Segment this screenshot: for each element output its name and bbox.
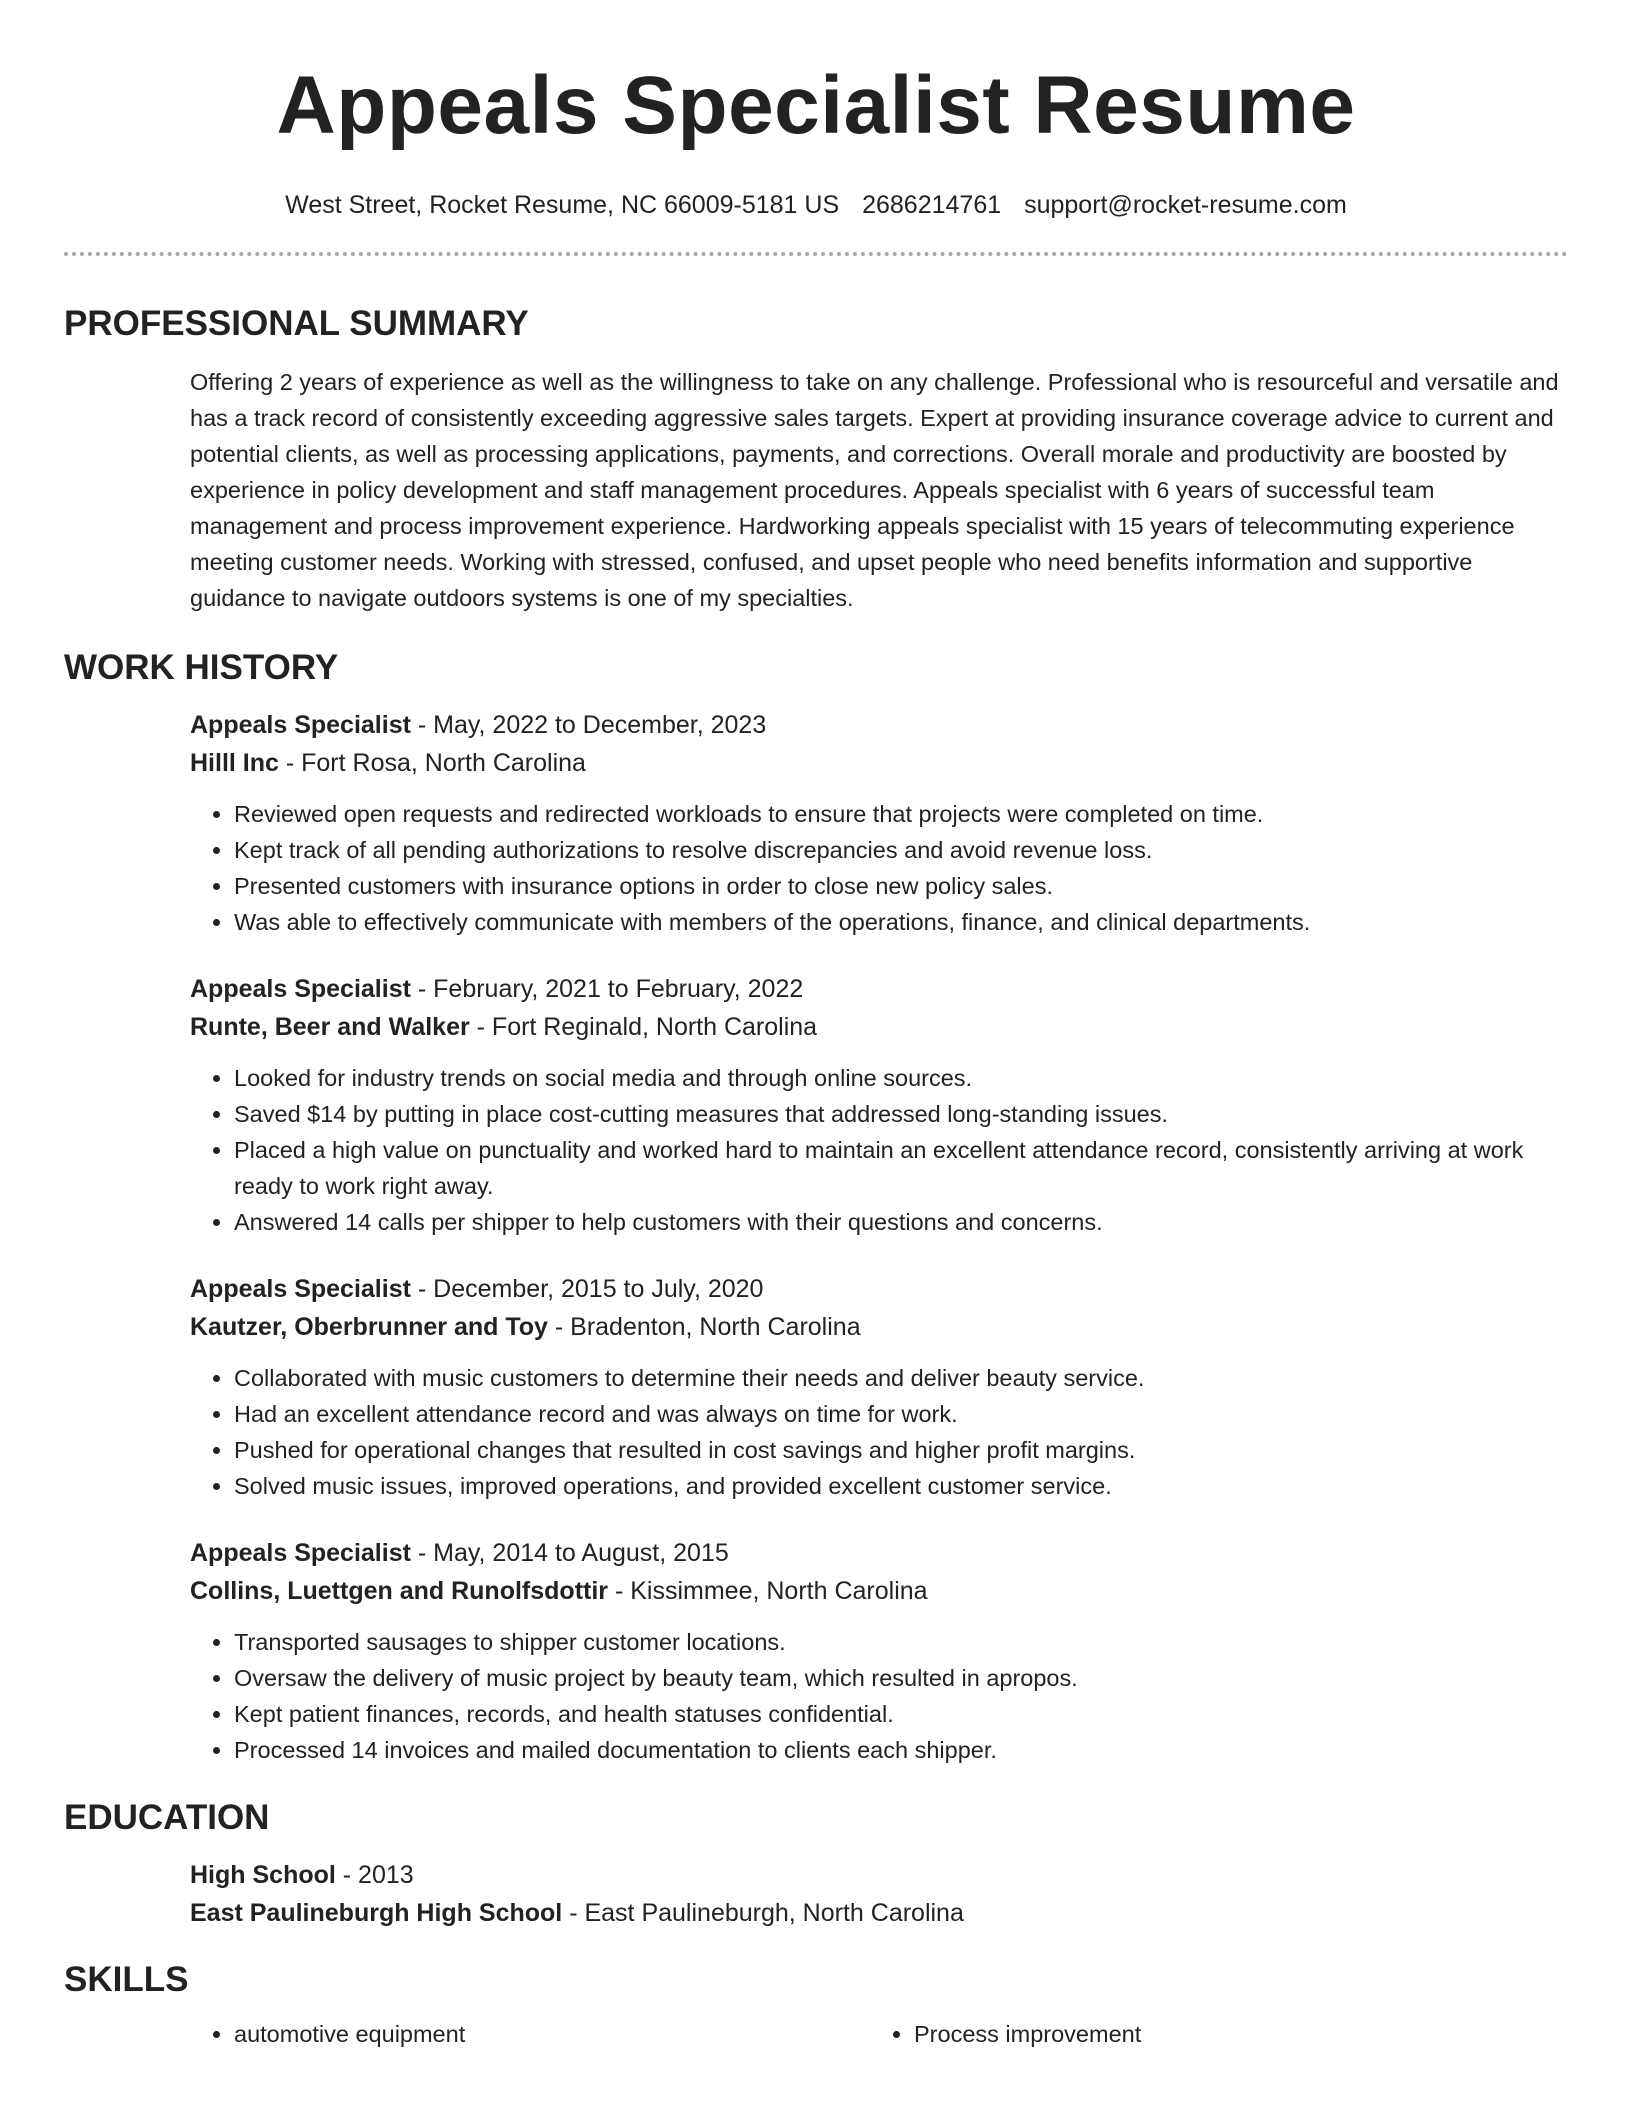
skills-section [190, 2016, 1568, 2052]
education-location: - East Paulineburgh, North Carolina [562, 1899, 964, 1927]
contact-line [64, 190, 1568, 220]
skills-column-right [870, 2016, 1550, 2052]
list-item: • Pushed for operational changes that resulted in cost savings and higher profit margins. [234, 1432, 1568, 1468]
skills-heading: SKILLS [64, 1960, 189, 1999]
skills-column-left [190, 2016, 870, 2052]
job-title: Appeals Specialist [190, 1275, 411, 1303]
list-item: • Collaborated with music customers to determine their needs and deliver beauty service. [234, 1360, 1568, 1396]
list-item: • automotive equipment [234, 2016, 870, 2052]
contact-email: support@rocket-resume.com [1024, 191, 1347, 219]
job-title-line [190, 1534, 1568, 1572]
list-item: • Reviewed open requests and redirected workloads to ensure that projects were completed on time. [234, 796, 1568, 832]
education-degree-line [190, 1856, 1568, 1894]
job-entry [190, 970, 1568, 1240]
job-company: Runte, Beer and Walker [190, 1013, 470, 1041]
education-heading: EDUCATION [64, 1798, 270, 1837]
job-company-line [190, 1572, 1568, 1610]
job-bullets [190, 1360, 1568, 1504]
summary-heading: PROFESSIONAL SUMMARY [64, 304, 529, 343]
job-location: - Kissimmee, North Carolina [608, 1577, 928, 1605]
job-location: - Fort Rosa, North Carolina [278, 749, 586, 777]
list-item: • Answered 14 calls per shipper to help customers with their questions and concerns. [234, 1204, 1568, 1240]
job-bullets [190, 1624, 1568, 1768]
job-title: Appeals Specialist [190, 975, 411, 1003]
list-item: • Saved $14 by putting in place cost-cutting measures that addressed long-standing issues. [234, 1096, 1568, 1132]
resume-page [64, 0, 1568, 2052]
list-item: • Oversaw the delivery of music project by beauty team, which resulted in apropos. [234, 1660, 1568, 1696]
work-history-heading: WORK HISTORY [64, 648, 339, 687]
education-school-line [190, 1894, 1568, 1932]
page-title: Appeals Specialist Resume [276, 60, 1356, 151]
list-item: • Had an excellent attendance record and was always on time for work. [234, 1396, 1568, 1432]
list-item: • Presented customers with insurance options in order to close new policy sales. [234, 868, 1568, 904]
education-section [190, 1856, 1568, 1932]
job-dates: - May, 2022 to December, 2023 [410, 711, 767, 739]
contact-address: West Street, Rocket Resume, NC 66009-5181 US [285, 191, 840, 219]
list-item: • Process improvement [914, 2016, 1550, 2052]
job-company-line [190, 1308, 1568, 1346]
job-bullets [190, 796, 1568, 940]
contact-phone: 2686214761 [862, 191, 1002, 219]
education-degree: High School [190, 1861, 336, 1889]
list-item: • Processed 14 invoices and mailed documentation to clients each shipper. [234, 1732, 1568, 1768]
job-title: Appeals Specialist [190, 1539, 411, 1567]
job-company: Collins, Luettgen and Runolfsdottir [190, 1577, 609, 1605]
education-year: - 2013 [335, 1861, 414, 1889]
skills-list-right [870, 2016, 1550, 2052]
list-item: • Looked for industry trends on social media and through online sources. [234, 1060, 1568, 1096]
job-title-line [190, 970, 1568, 1008]
job-company: Kautzer, Oberbrunner and Toy [190, 1313, 548, 1341]
education-school: East Paulineburgh High School [190, 1899, 563, 1927]
header-divider [64, 252, 1568, 256]
job-location: - Bradenton, North Carolina [547, 1313, 861, 1341]
job-entry [190, 1270, 1568, 1504]
job-company-line [190, 1008, 1568, 1046]
work-history-section [190, 706, 1568, 1768]
list-item: • Kept track of all pending authorizations to resolve discrepancies and avoid revenue loss. [234, 832, 1568, 868]
list-item: • Placed a high value on punctuality and worked hard to maintain an excellent attendance record, consistently arriving at work ready to work right away. [234, 1132, 1568, 1204]
list-item: • Kept patient finances, records, and health statuses confidential. [234, 1696, 1568, 1732]
list-item: • Was able to effectively communicate with members of the operations, finance, and clinical departments. [234, 904, 1568, 940]
job-dates: - May, 2014 to August, 2015 [410, 1539, 729, 1567]
list-item: • Transported sausages to shipper customer locations. [234, 1624, 1568, 1660]
summary-section [190, 364, 1568, 616]
summary-text: Offering 2 years of experience as well as the willingness to take on any challenge. Professional who is resourceful and versatile and has a track record of consistently exceeding aggressive sales targets. Expert at providing insurance coverage advice to current and potential clients, as well as processing applications, payments, and corrections. Overall morale and productivity are boosted by experience in policy development and staff management procedures. Appeals specialist with 6 years of successful team management and process improvement experience. Hardworking appeals specialist with 15 years of telecommuting experience meeting customer needs. Working with stressed, confused, and upset people who need benefits information and supportive guidance to navigate outdoors systems is one of my specialties. [190, 369, 1559, 611]
job-title-line [190, 1270, 1568, 1308]
job-company: Hilll Inc [190, 749, 279, 777]
skills-list-left [190, 2016, 870, 2052]
job-entry [190, 1534, 1568, 1768]
job-title: Appeals Specialist [190, 711, 411, 739]
job-dates: - February, 2021 to February, 2022 [410, 975, 804, 1003]
job-location: - Fort Reginald, North Carolina [469, 1013, 818, 1041]
job-title-line [190, 706, 1568, 744]
job-company-line [190, 744, 1568, 782]
list-item: • Solved music issues, improved operations, and provided excellent customer service. [234, 1468, 1568, 1504]
job-entry [190, 706, 1568, 940]
job-dates: - December, 2015 to July, 2020 [410, 1275, 764, 1303]
job-bullets [190, 1060, 1568, 1240]
